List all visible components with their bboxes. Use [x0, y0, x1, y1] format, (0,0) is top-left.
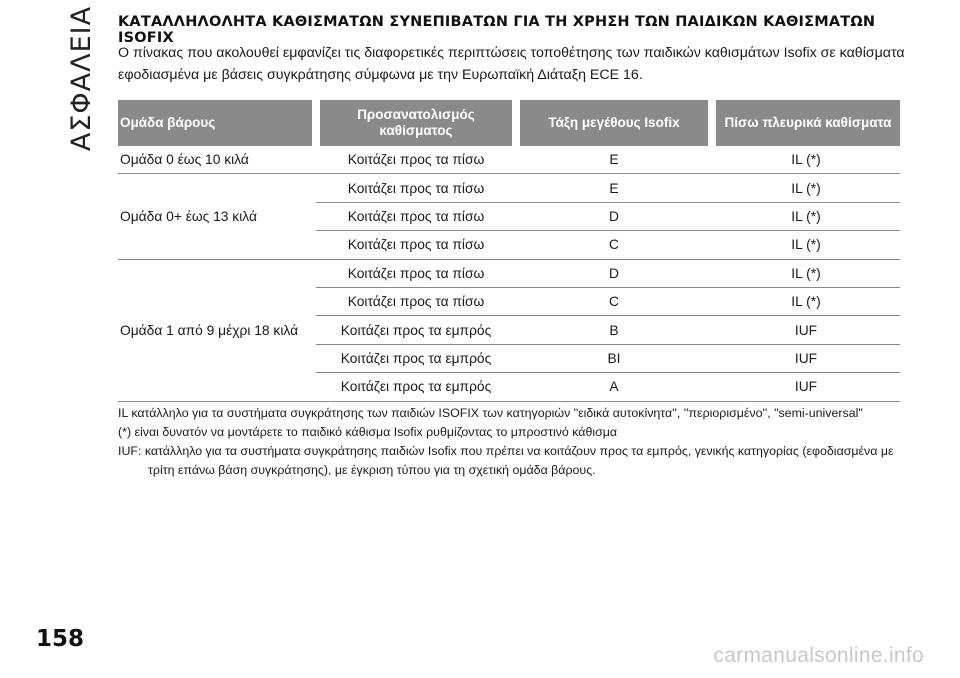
rear-seat-cell: IUF	[712, 344, 900, 372]
orientation-cell: Κοιτάζει προς τα εμπρός	[316, 373, 516, 401]
rear-seat-cell: IL (*)	[712, 231, 900, 259]
rear-seat-cell: IL (*)	[712, 202, 900, 230]
header-seat-orientation: Προσανατολισμός καθίσματος	[316, 100, 516, 146]
orientation-cell: Κοιτάζει προς τα πίσω	[316, 287, 516, 315]
isofix-table	[118, 100, 900, 402]
intro-paragraph: Ο πίνακας που ακολουθεί εμφανίζει τις διαφορετικές περιπτώσεις τοποθέτησης των παιδικών καθισμάτων Isofix σε καθίσματα εφοδιασμένα με βάσεις συγκράτησης σύμφωνα με την Ευρωπαϊκή Διάταξη ECE 16.	[118, 45, 905, 83]
rear-seat-cell: IL (*)	[712, 259, 900, 287]
size-class-cell: D	[516, 259, 712, 287]
page-title: ΚΑΤΑΛΛΗΛΟΛΗΤΑ ΚΑΘΙΣΜΑΤΩΝ ΣΥΝΕΠΙΒΑΤΩΝ ΓΙΑ ΤΗ ΧΡΗΣΗ ΤΩΝ ΠΑΙΔΙΚΩΝ ΚΑΘΙΣΜΑΤΩΝ ISOFIX	[118, 14, 876, 46]
weight-group-cell: Ομάδα 0+ έως 13 κιλά	[118, 174, 316, 259]
orientation-cell: Κοιτάζει προς τα εμπρός	[316, 344, 516, 372]
size-class-cell: B	[516, 316, 712, 344]
table-row	[118, 174, 900, 202]
footnote-il: IL κατάλληλο για τα συστήματα συγκράτησης των παιδιών ISOFIX των κατηγοριών "ειδικά αυτοκίνητα'', ''περιορισμένο'', "semi-universal"	[118, 406, 863, 420]
size-class-cell: D	[516, 202, 712, 230]
rear-seat-cell: IL (*)	[712, 287, 900, 315]
table-row	[118, 259, 900, 287]
footnote-iuf: IUF: κατάλληλο για τα συστήματα συγκράτησης παιδιών Isofix που πρέπει να κοιτάζουν προς τα εμπρός, γενικής κατηγορίας (εφοδιασμένα με τρίτη επάνω βάση συγκράτησης), με έγκριση τύπου για τη σχετική ομάδα βάρους.	[118, 444, 894, 477]
section-side-tab-label: ΑΣΦΑΛΕΙΑ	[66, 5, 98, 151]
weight-group-cell: Ομάδα 0 έως 10 κιλά	[118, 146, 316, 174]
table-footnotes	[118, 404, 904, 480]
size-class-cell: A	[516, 373, 712, 401]
page-number: 158	[36, 626, 85, 652]
size-class-cell: E	[516, 146, 712, 174]
size-class-cell: C	[516, 231, 712, 259]
rear-seat-cell: IUF	[712, 373, 900, 401]
rear-seat-cell: IL (*)	[712, 146, 900, 174]
header-rear-side-seats: Πίσω πλευρικά καθίσματα	[712, 100, 900, 146]
orientation-cell: Κοιτάζει προς τα εμπρός	[316, 316, 516, 344]
orientation-cell: Κοιτάζει προς τα πίσω	[316, 231, 516, 259]
size-class-cell: C	[516, 287, 712, 315]
table-row	[118, 146, 900, 174]
isofix-table-container	[118, 100, 900, 402]
orientation-cell: Κοιτάζει προς τα πίσω	[316, 202, 516, 230]
header-isofix-size-class: Τάξη μεγέθους Isofix	[516, 100, 712, 146]
rear-seat-cell: IUF	[712, 316, 900, 344]
orientation-cell: Κοιτάζει προς τα πίσω	[316, 174, 516, 202]
table-header-row	[118, 100, 900, 146]
footnote-star: (*) είναι δυνατόν να μοντάρετε το παιδικό κάθισμα Isofix ρυθμίζοντας το μπροστινό κάθισμα	[118, 425, 618, 439]
watermark: carmanualsonline.info	[713, 644, 924, 667]
orientation-cell: Κοιτάζει προς τα πίσω	[316, 146, 516, 174]
size-class-cell: E	[516, 174, 712, 202]
rear-seat-cell: IL (*)	[712, 174, 900, 202]
section-side-tab	[62, 5, 102, 151]
weight-group-cell: Ομάδα 1 από 9 μέχρι 18 κιλά	[118, 259, 316, 401]
orientation-cell: Κοιτάζει προς τα πίσω	[316, 259, 516, 287]
size-class-cell: BI	[516, 344, 712, 372]
header-weight-group: Ομάδα βάρους	[118, 100, 316, 146]
